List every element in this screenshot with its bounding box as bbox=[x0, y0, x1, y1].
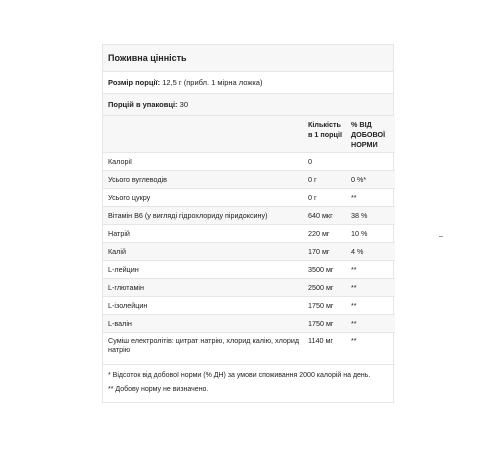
servings-value: 30 bbox=[177, 100, 188, 109]
table-row bbox=[103, 207, 395, 225]
nutrient-name: L-лейцин bbox=[103, 261, 303, 279]
serving-size-row bbox=[103, 72, 393, 94]
nutrient-dv: ** bbox=[346, 189, 395, 207]
panel-title: Поживна цінність bbox=[103, 45, 393, 72]
nutrient-amount: 0 г bbox=[303, 189, 346, 207]
amount-column-header: Кількість в 1 порції bbox=[303, 116, 346, 153]
table-row bbox=[103, 279, 395, 297]
nutrient-dv bbox=[346, 153, 395, 171]
nutrient-dv: 10 % bbox=[346, 225, 395, 243]
nutrient-dv: 38 % bbox=[346, 207, 395, 225]
servings-per-container-row bbox=[103, 94, 393, 116]
table-row bbox=[103, 315, 395, 333]
servings-label: Порцій в упаковці: bbox=[108, 100, 178, 109]
nutrient-name: L-ізолейцин bbox=[103, 297, 303, 315]
nutrient-name: Усього цукру bbox=[103, 189, 303, 207]
nutrient-column-header bbox=[103, 116, 303, 153]
nutrient-amount: 220 мг bbox=[303, 225, 346, 243]
nutrient-amount: 1750 мг bbox=[303, 315, 346, 333]
nutrient-amount: 3500 мг bbox=[303, 261, 346, 279]
table-row bbox=[103, 189, 395, 207]
table-row bbox=[103, 171, 395, 189]
nutrient-name: Калорії bbox=[103, 153, 303, 171]
nutrient-dv: ** bbox=[346, 261, 395, 279]
nutrient-amount: 0 bbox=[303, 153, 346, 171]
table-row bbox=[103, 261, 395, 279]
serving-size-value: 12,5 г (прибл. 1 мірна ложка) bbox=[160, 78, 263, 87]
nutrient-amount: 170 мг bbox=[303, 243, 346, 261]
nutrient-dv: ** bbox=[346, 333, 395, 365]
nutrient-dv: 0 %* bbox=[346, 171, 395, 189]
nutrient-dv: ** bbox=[346, 297, 395, 315]
divider bbox=[439, 236, 443, 237]
footnote-not-established: ** Добову норму не визначено. bbox=[108, 386, 209, 393]
table-row bbox=[103, 225, 395, 243]
nutrient-dv: 4 % bbox=[346, 243, 395, 261]
nutrient-name: Вітамін B6 (у вигляді гідрохлориду піридоксину) bbox=[103, 207, 303, 225]
nutrient-name: L-валін bbox=[103, 315, 303, 333]
serving-size-label: Розмір порції: bbox=[108, 78, 161, 87]
nutrition-table bbox=[103, 116, 395, 365]
table-row bbox=[103, 333, 395, 365]
nutrient-amount: 640 мкг bbox=[303, 207, 346, 225]
nutrient-name: Усього вуглеводів bbox=[103, 171, 303, 189]
table-row bbox=[103, 153, 395, 171]
table-header-row bbox=[103, 116, 395, 153]
nutrient-name: L-глютамін bbox=[103, 279, 303, 297]
nutrient-name: Натрій bbox=[103, 225, 303, 243]
nutrient-name: Суміш електролітів: цитрат натрію, хлорид калію, хлорид натрію bbox=[103, 333, 303, 365]
table-row bbox=[103, 297, 395, 315]
nutrient-dv: ** bbox=[346, 315, 395, 333]
dv-column-header: % ВІД ДОБОВОЇ НОРМИ bbox=[346, 116, 395, 153]
nutrient-amount: 1750 мг bbox=[303, 297, 346, 315]
footnote-daily-value: * Відсоток від добової норми (% ДН) за умови споживання 2000 калорій на день. bbox=[108, 372, 371, 379]
nutrient-amount: 0 г bbox=[303, 171, 346, 189]
footnotes bbox=[103, 365, 393, 395]
nutrient-name: Калій bbox=[103, 243, 303, 261]
nutrient-amount: 1140 мг bbox=[303, 333, 346, 365]
nutrient-dv: ** bbox=[346, 279, 395, 297]
nutrient-amount: 2500 мг bbox=[303, 279, 346, 297]
nutrition-facts-panel bbox=[102, 44, 394, 403]
table-row bbox=[103, 243, 395, 261]
